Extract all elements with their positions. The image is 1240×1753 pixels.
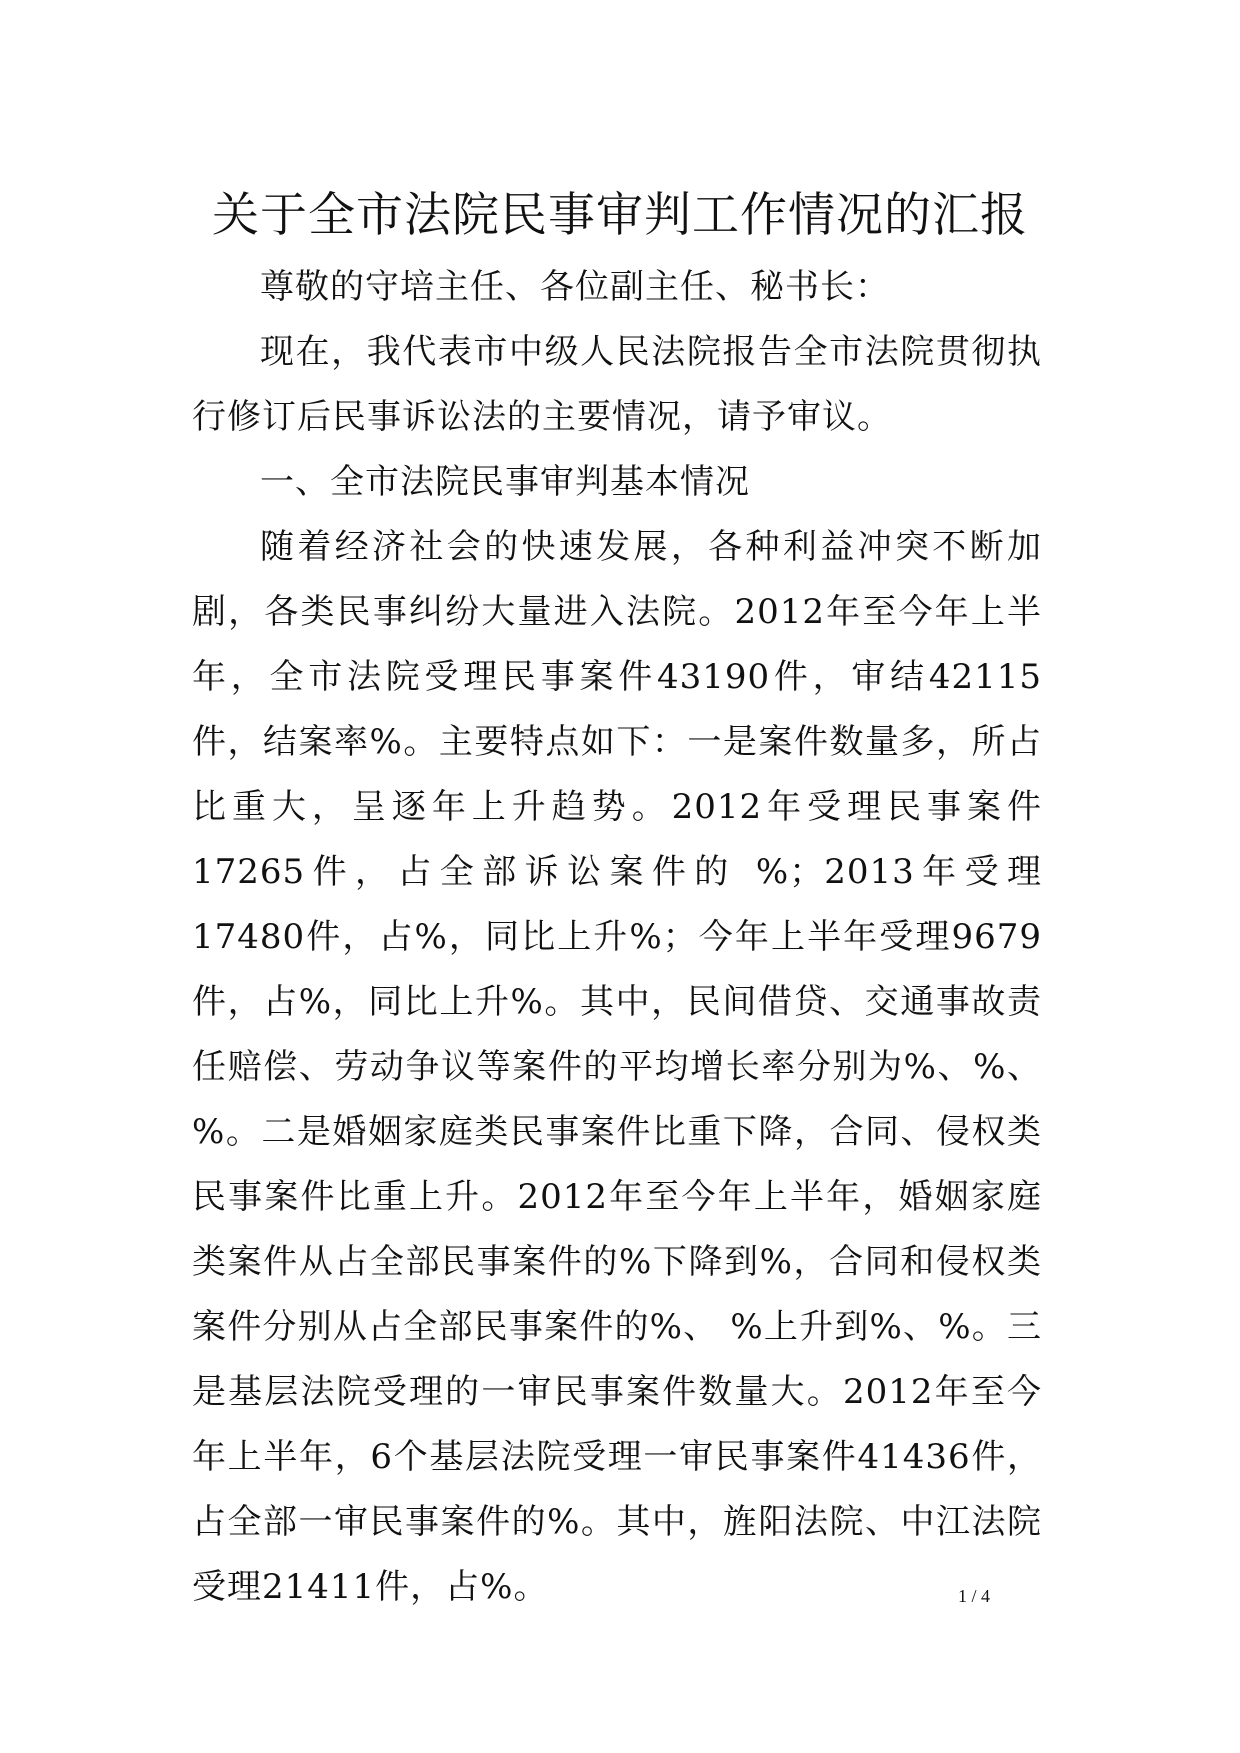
section-heading: 一、全市法院民事审判基本情况: [260, 462, 750, 502]
opening-paragraph: 现在，我代表市中级人民法院报告全市法院贯彻执行修订后民事诉讼法的主要情况，请予审议。: [192, 332, 1042, 437]
salutation-paragraph: 尊敬的守培主任、各位副主任、秘书长：: [260, 267, 890, 307]
statistics-paragraph: 随着经济社会的快速发展，各种利益冲突不断加剧，各类民事纠纷大量进入法院。2012年至今年上半年，全市法院受理民事案件43190件，审结42115 件，结案率%。主要特点如下：一是案件数量多，所占比重大，呈逐年上升趋势。2012年受理民事案件17265件，占全部诉讼案件的 %；2013年受理17480件，占%，同比上升%；今年上半年受理9679件，占%，同比上升%。其中，民间借贷、交通事故责任赔偿、劳动争议等案件的平均增长率分别为%、%、%。二是婚姻家庭类民事案件比重下降，合同、侵权类民事案件比重上升。2012年至今年上半年，婚姻家庭类案件从占全部民事案件的%下降到%，合同和侵权类案件分别从占全部民事案件的%、 %上升到%、%。三是基层法院受理的一审民事案件数量大。2012年至今年上半年，6个基层法院受理一审民事案件41436件，占全部一审民事案件的%。其中，旌阳法院、中江法院受理21411件，占%。: [192, 527, 1042, 1607]
document-body: [192, 255, 1042, 1620]
page-number: 1 / 4: [958, 1586, 991, 1606]
document-title: 关于全市法院民事审判工作情况的汇报: [212, 188, 1028, 244]
